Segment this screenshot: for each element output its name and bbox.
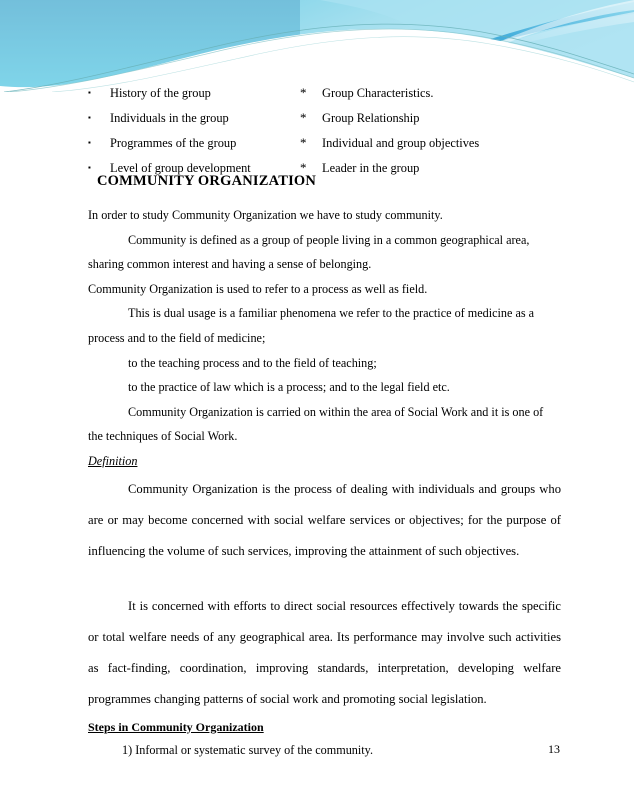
paragraph-dual-usage: This is dual usage is a familiar phenomena we refer to the practice of medicine as a process and to the field of medicine; [88, 306, 535, 345]
paragraph-process-field: Community Organization is used to refer to a process as well as field. [88, 281, 428, 296]
bullet-list [88, 80, 558, 180]
asterisk-bullet-icon: * [300, 110, 307, 125]
bullet-item-right [300, 80, 558, 106]
asterisk-bullet-icon: * [300, 85, 307, 100]
paragraph-law: to the practice of law which is a process; and to the legal field etc. [128, 380, 450, 395]
paragraph-social-work: Community Organization is carried on within the area of Social Work and it is one of the techniques of Social Work. [88, 404, 544, 444]
bullet-item-left [88, 131, 300, 157]
paragraph-concern: It is concerned with efforts to direct social resources effectively towards the specific or total welfare needs of any geographical area. Its performance may involve such activities as fact-finding, coordination, improving standards, interpretation, developing welfare programmes changing patterns of social work and promoting social legislation. [88, 598, 561, 706]
bullet-item-right [300, 155, 558, 181]
definition-label-text: Definition [88, 453, 138, 468]
square-bullet-icon: ▪ [88, 88, 91, 97]
bullet-item-left [88, 106, 300, 132]
square-bullet-icon: ▪ [88, 113, 91, 122]
steps-heading-text: Steps in Community Organization [88, 719, 264, 734]
paragraph-intro: In order to study Community Organization we have to study community. [88, 208, 443, 222]
paragraph-definition: Community Organization is the process of dealing with individuals and groups who are or may become concerned with social welfare services or objectives; for the purpose of influencing the volume of such services, improving the attainment of such objectives. [88, 481, 561, 558]
bullet-label: Leader in the group [322, 161, 420, 175]
body-text [88, 203, 561, 761]
definition-label [88, 449, 561, 474]
step-item-1: 1) Informal or systematic survey of the community. [122, 743, 374, 758]
page-title: COMMUNITY ORGANIZATION [97, 173, 317, 189]
bullet-item-right [300, 130, 558, 156]
bullet-label: Group Relationship [322, 111, 420, 125]
paragraph-spacer [88, 567, 561, 591]
asterisk-bullet-icon: * [300, 135, 307, 150]
square-bullet-icon: ▪ [88, 163, 91, 172]
paragraph-community-definition: Community is defined as a group of people living in a common geographical area, sharing common interest and having a sense of belonging. [88, 232, 530, 272]
page-number: 13 [548, 742, 560, 756]
bullet-item-right [300, 105, 558, 131]
bullet-row [88, 105, 558, 130]
bullet-label: Group Characteristics. [322, 86, 434, 100]
bullet-label: Individuals in the group [110, 111, 229, 125]
bullet-row [88, 130, 558, 155]
bullet-label: History of the group [110, 86, 211, 100]
steps-heading [88, 715, 561, 740]
bullet-label: Programmes of the group [110, 136, 237, 150]
paragraph-teaching: to the teaching process and to the field of teaching; [128, 355, 377, 370]
bullet-label: Level of group development [110, 161, 251, 175]
bullet-label: Individual and group objectives [322, 136, 480, 150]
bullet-row [88, 80, 558, 105]
square-bullet-icon: ▪ [88, 138, 91, 147]
bullet-item-left [88, 81, 300, 107]
asterisk-bullet-icon: * [300, 160, 307, 175]
